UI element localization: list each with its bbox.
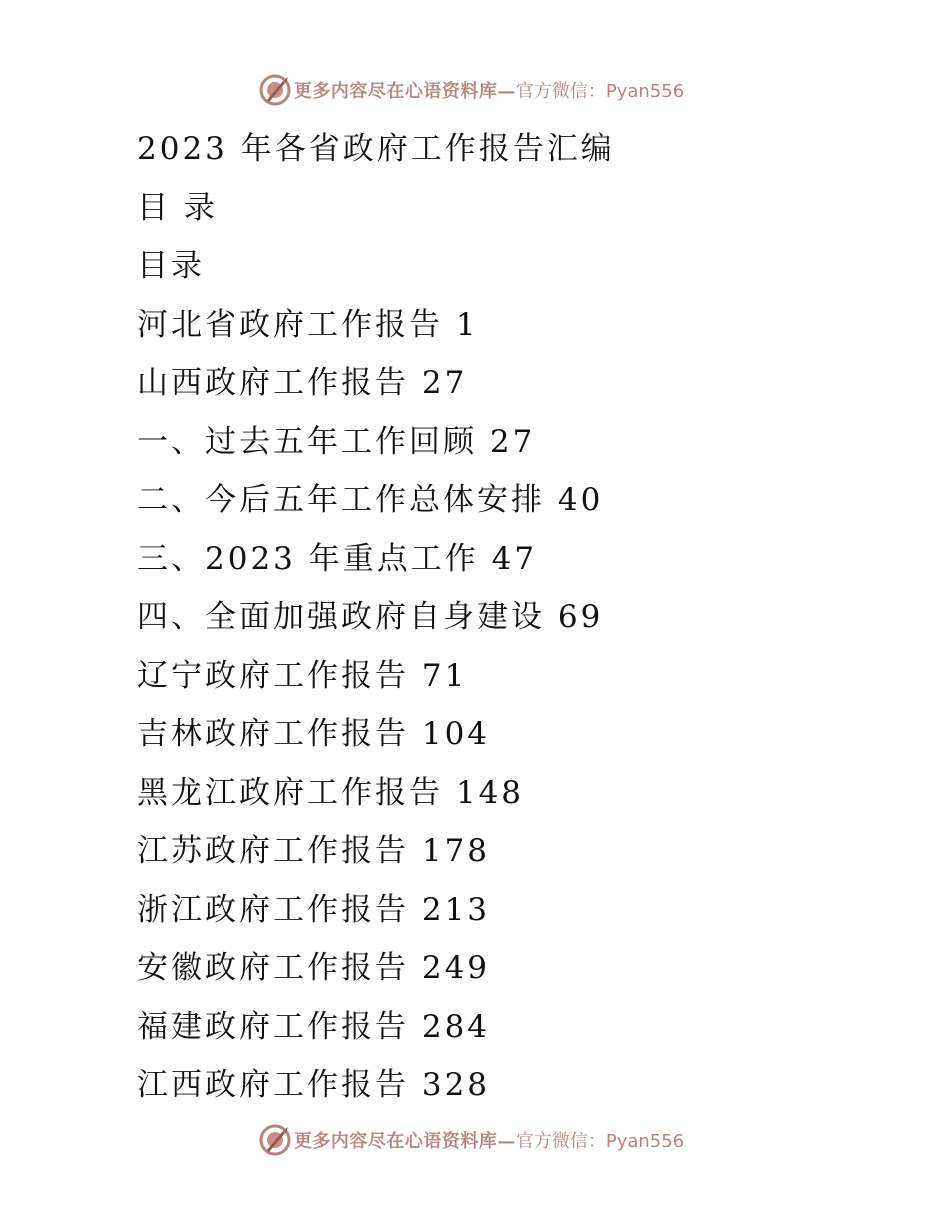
- toc-entry: 吉林政府工作报告 104: [137, 716, 491, 752]
- toc-entry: 山西政府工作报告 27: [137, 365, 468, 401]
- toc-heading: 目录: [137, 248, 205, 284]
- document-title: 2023 年各省政府工作报告汇编: [137, 131, 615, 167]
- toc-entry: 江西政府工作报告 328: [137, 1067, 491, 1103]
- toc-entry: 黑龙江政府工作报告 148: [137, 774, 525, 811]
- toc-entry: 福建政府工作报告 284: [137, 1008, 491, 1045]
- toc-entry: 辽宁政府工作报告 71: [137, 657, 468, 694]
- document-body: [137, 120, 917, 1115]
- toc-entry: 一、过去五年工作回顾 27: [137, 423, 536, 460]
- watermark-wechat: 官方微信：Pyan556: [515, 1131, 685, 1152]
- quill-seal-icon: [258, 73, 292, 107]
- watermark-wechat: 官方微信：Pyan556: [515, 81, 685, 102]
- toc-entry: 三、2023 年重点工作 47: [137, 540, 538, 577]
- watermark-text: 更多内容尽在心语资料库—: [293, 81, 516, 102]
- watermark-group: [258, 73, 684, 107]
- toc-entry: 浙江政府工作报告 213: [137, 891, 491, 928]
- toc-entry: 二、今后五年工作总体安排 40: [137, 482, 604, 518]
- header-watermark: [0, 70, 950, 110]
- watermark-text: 更多内容尽在心语资料库—: [293, 1131, 516, 1152]
- toc-entry: 河北省政府工作报告 1: [137, 306, 479, 343]
- toc-heading-spaced: 目 录: [137, 189, 218, 226]
- footer-watermark: [0, 1120, 950, 1160]
- toc-entry: 安徽政府工作报告 249: [137, 950, 491, 986]
- toc-entry: 四、全面加强政府自身建设 69: [137, 599, 604, 635]
- toc-entry: 江苏政府工作报告 178: [137, 833, 491, 869]
- quill-seal-icon: [258, 1123, 292, 1157]
- watermark-group: [258, 1123, 684, 1157]
